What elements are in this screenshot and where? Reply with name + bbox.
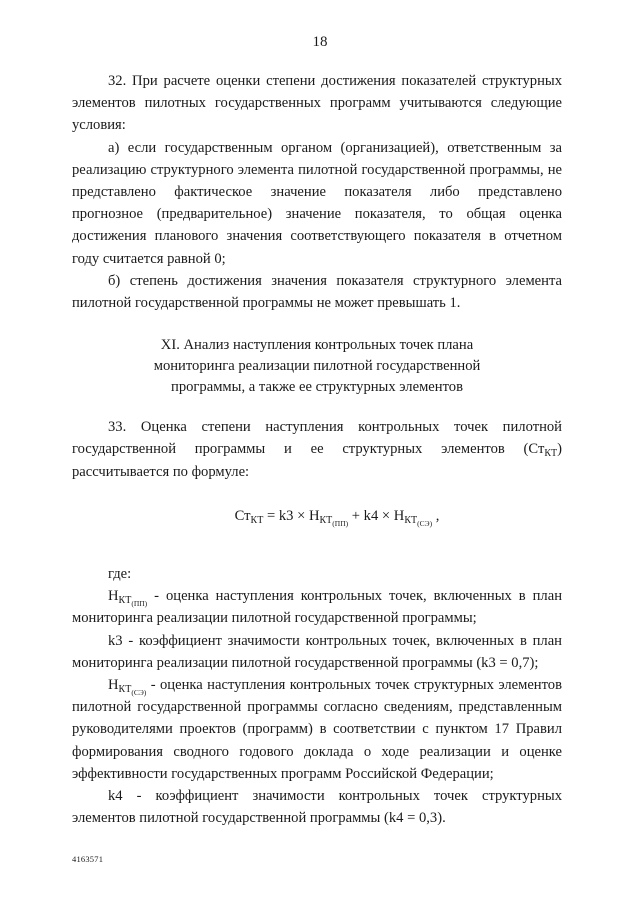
section-heading-line-2: мониторинга реализации пилотной государственной (153, 358, 481, 375)
symbol-st-kt (528, 441, 558, 460)
paragraph-33-end: рассчитывается по формуле: (72, 463, 250, 480)
where-label: где: (108, 566, 132, 583)
formula-n-pp: Н (308, 507, 320, 524)
definition-n-pp (72, 585, 562, 629)
definition-k4: k4 - коэффициент значимости контрольных точек структурных элементов пилотной государственной программы (k4 = 0,3). (72, 788, 562, 827)
formula-plus-k4: + k4 × (348, 507, 394, 524)
formula-tail: , (432, 507, 440, 524)
formula-n-se-sub-kt: КТ (404, 514, 418, 526)
section-heading-line-1: XI. Анализ наступления контрольных точек плана (160, 337, 474, 354)
formula-n-se-sub-se: СЭ (419, 518, 430, 528)
definition-n-se (72, 674, 562, 785)
symbol-st: Ст (528, 441, 545, 458)
def-n-pp-text: - оценка наступления контрольных точек, включенных в план мониторинга реализации пилотной государственной программы; (72, 588, 562, 627)
page-number: 18 (312, 34, 328, 50)
formula-n-pp-sub-kt: КТ (319, 514, 333, 526)
document-code: 4163571 (72, 854, 104, 864)
def-n-se-sub-se: СЭ (133, 688, 144, 698)
formula-st-sub-kt: КТ (250, 514, 264, 526)
def-n-se-symbol: Н (108, 677, 119, 694)
formula (112, 505, 562, 527)
paragraph-33-close: ) (557, 441, 562, 458)
paragraph-32a: а) если государственным органом (организацией), ответственным за реализацию структурного элемента пилотной государственной программы, не представлено фактическое значение показателя либо представлено прогнозное (предварительное) значение показателя, то общая оценка достижения планового значения соответствующего показателя в отчетном году считается равной 0; (72, 139, 562, 267)
subscript-kt: КТ (544, 448, 558, 460)
paragraph-33-text: 33. Оценка степени наступления контрольных точек пилотной государственной программы и ее структурных элементов ( (72, 419, 562, 458)
def-n-se-sub: КТ(СЭ) (118, 684, 147, 698)
formula-st: Ст (234, 507, 251, 524)
formula-eq-k3: = k3 × (263, 507, 309, 524)
def-n-pp-sub: КТ(ПП) (118, 595, 148, 609)
formula-n-pp-sub-pp: ПП (334, 518, 346, 528)
definition-k3: k3 - коэффициент значимости контрольных точек, включенных в план мониторинга реализации пилотной государственной программы (k3 = 0,7); (72, 632, 562, 671)
def-n-pp-symbol: Н (108, 588, 119, 605)
def-n-pp-sub-kt: КТ (118, 595, 132, 607)
paragraph-32: 32. При расчете оценки степени достижения показателей структурных элементов пилотных государственных программ учитываются следующие условия: (72, 73, 562, 134)
section-heading-line-3: программы, а также ее структурных элементов (171, 379, 463, 396)
formula-n-se: Н (393, 507, 405, 524)
def-n-pp-sub-pp: ПП (133, 599, 145, 609)
formula-n-pp-sub: КТ(ПП) (319, 514, 349, 528)
formula-n-se-sub: КТ(СЭ) (404, 514, 433, 528)
def-n-se-sub-kt: КТ (118, 684, 132, 696)
def-n-se-text: - оценка наступления контрольных точек структурных элементов пилотной государственной программы согласно сведениям, представленным руководителями проектов (программ) в соответствии с пунктом 17 Правил формирования сводного годового доклада о ходе реализации и оценке эффективности государственных программ Российской Федерации; (72, 677, 562, 782)
document-body (72, 70, 562, 829)
paragraph-32b: б) степень достижения значения показателя структурного элемента пилотной государственной программы не может превышать 1. (72, 272, 562, 312)
section-heading-xi (72, 335, 562, 398)
paragraph-33 (72, 416, 562, 483)
